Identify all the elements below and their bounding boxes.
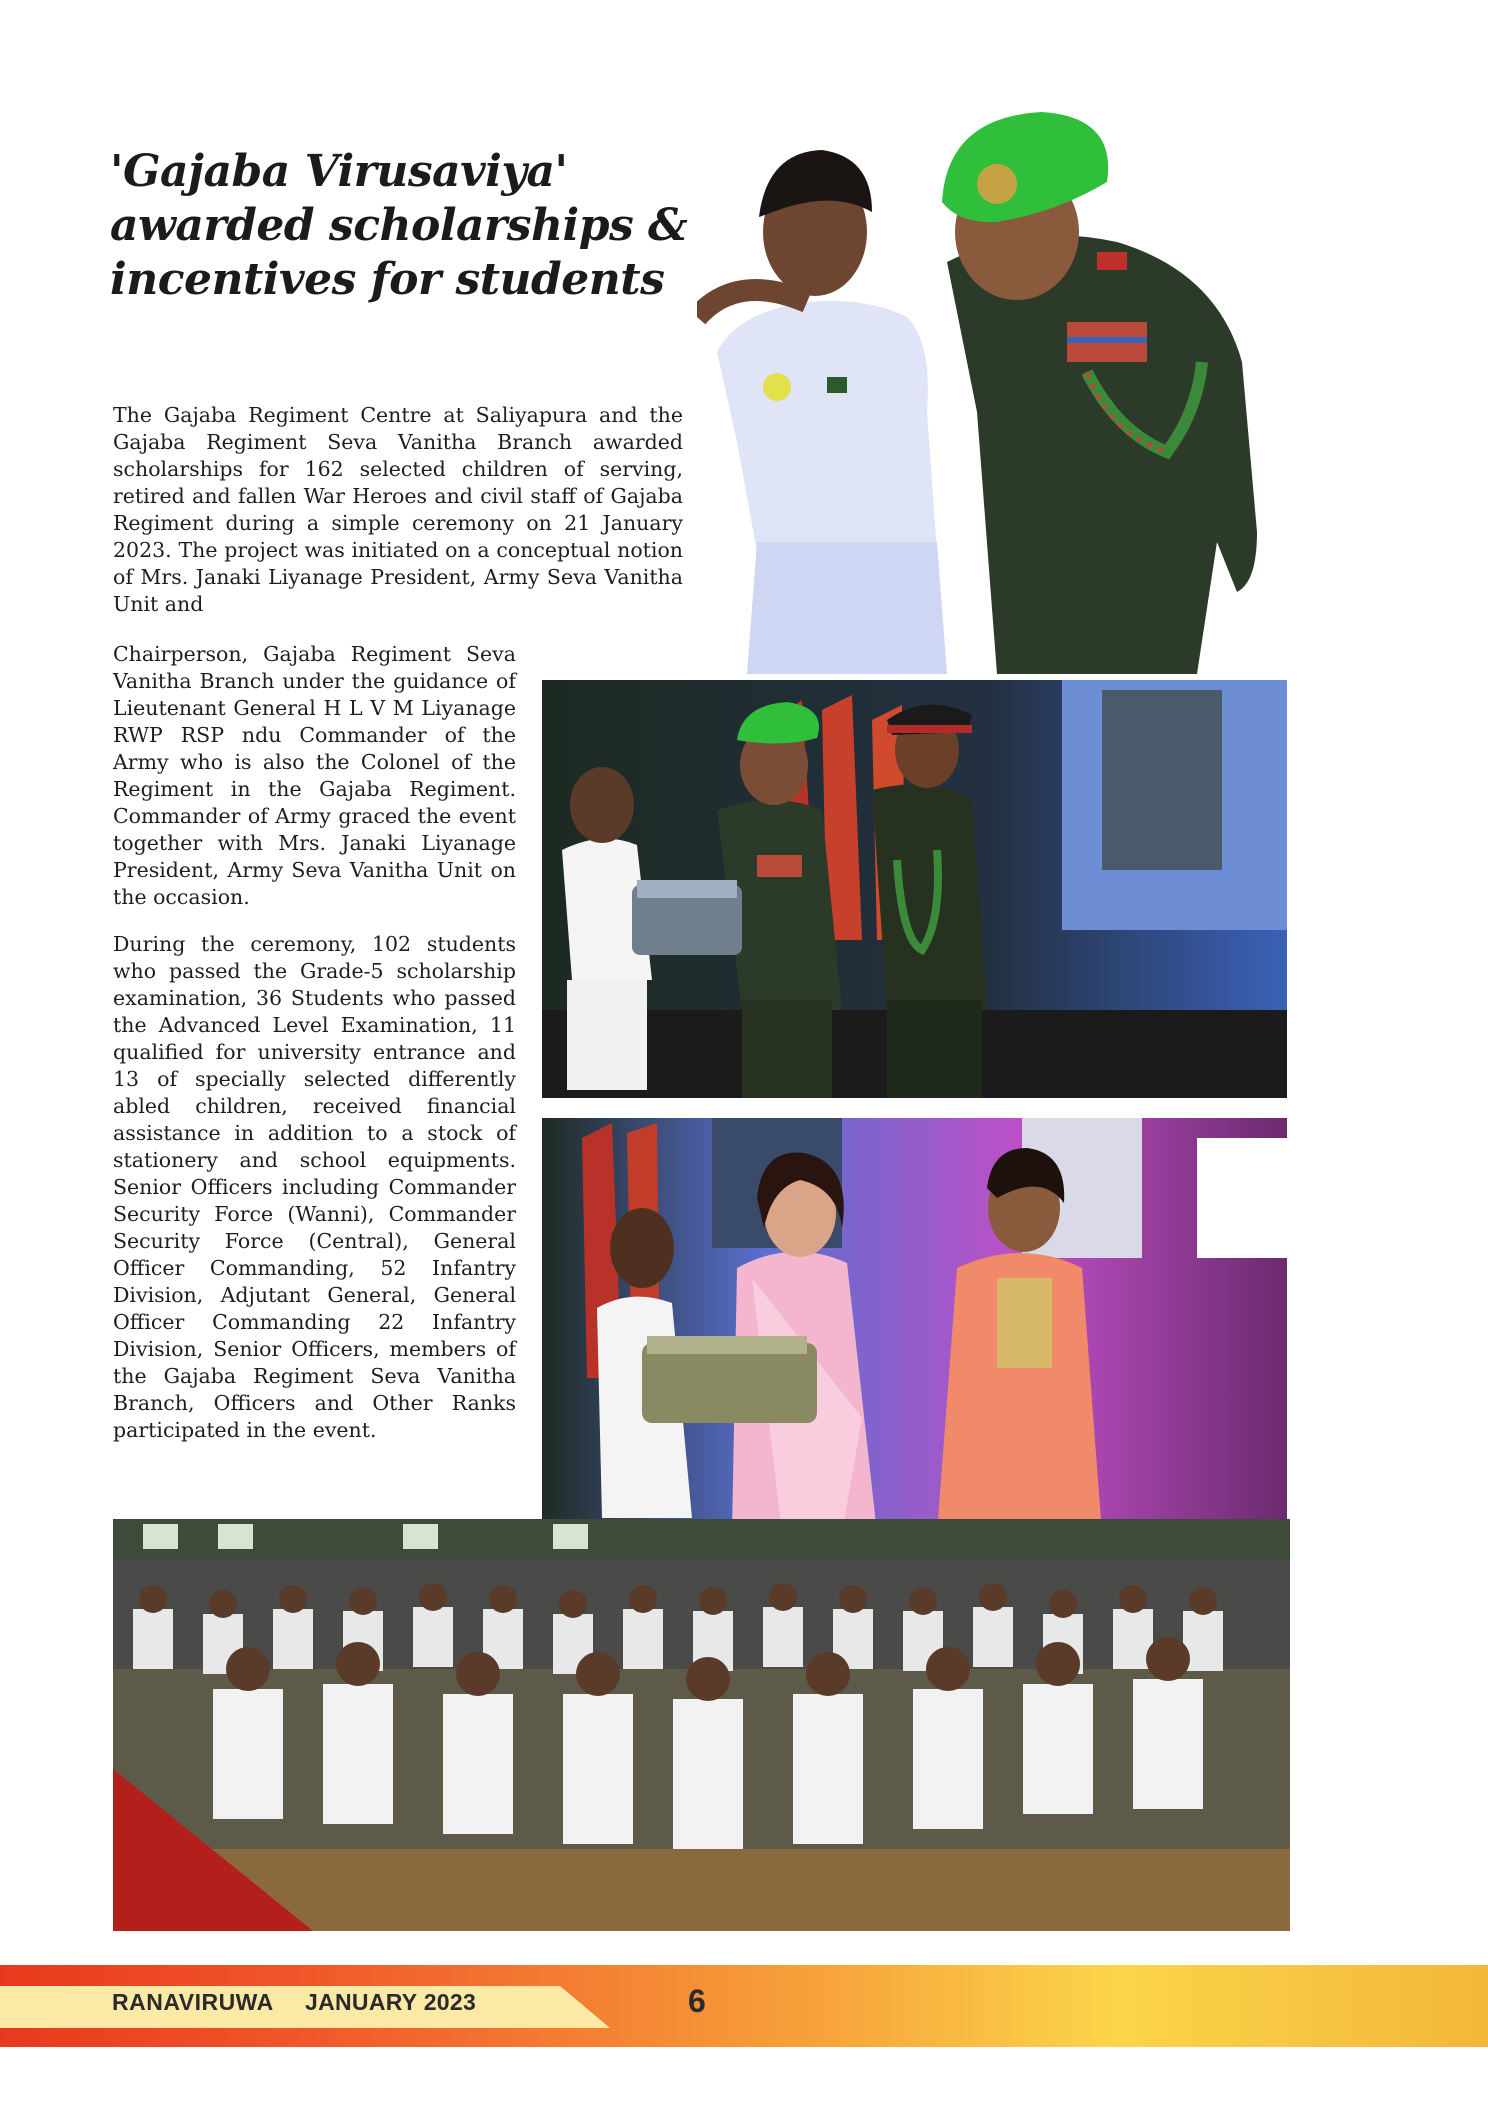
article-paragraph-2: Chairperson, Gajaba Regiment Seva Vanitha Branch under the guidance of Lieutenant General H L V M Liyanage RWP RSP ndu Commander of the Army who is also the Colonel of the Regiment in the Gajaba Regiment. Commander of Army graced the event together with Mrs. Janaki Liyanage President, Army Seva Vanitha Unit on the occasion.	[113, 642, 516, 909]
photo-handover-ceremony	[542, 680, 1287, 1098]
magazine-name: RANAVIRUWA	[112, 1989, 274, 2015]
article-title: 'Gajaba Virusaviya' awarded scholarships & incentives for students	[110, 146, 688, 305]
photo-commander-with-student	[697, 112, 1295, 674]
photo-students-audience	[113, 1519, 1290, 1931]
article-paragraph-1: The Gajaba Regiment Centre at Saliyapura and the Gajaba Regiment Seva Vanitha Branch awarded scholarships for 162 selected children of serving, retired and fallen War Heroes and civil staff of Gajaba Regiment during a simple ceremony on 21 January 2023. The project was initiated on a conceptual notion of Mrs. Janaki Liyanage President, Army Seva Vanitha Unit and	[113, 403, 683, 616]
page-number: 6	[688, 1983, 706, 2019]
article-paragraph-3: During the ceremony, 102 students who passed the Grade-5 scholarship examination, 36 Students who passed the Advanced Level Examination, 11 qualified for university entrance and 13 of specially selected differently abled children, received financial assistance in addition to a stock of stationery and school equipments. Senior Officers including Commander Security Force (Wanni), Commander Security Force (Central), General Officer Commanding, 52 Infantry Division, Adjutant General, General Officer Commanding 22 Infantry Division, Senior Officers, members of the Gajaba Regiment Seva Vanitha Branch, Officers and Other Ranks participated in the event.	[113, 932, 516, 1442]
issue-date: JANUARY 2023	[305, 1989, 477, 2015]
photo-seva-vanitha-presentation	[542, 1118, 1287, 1533]
